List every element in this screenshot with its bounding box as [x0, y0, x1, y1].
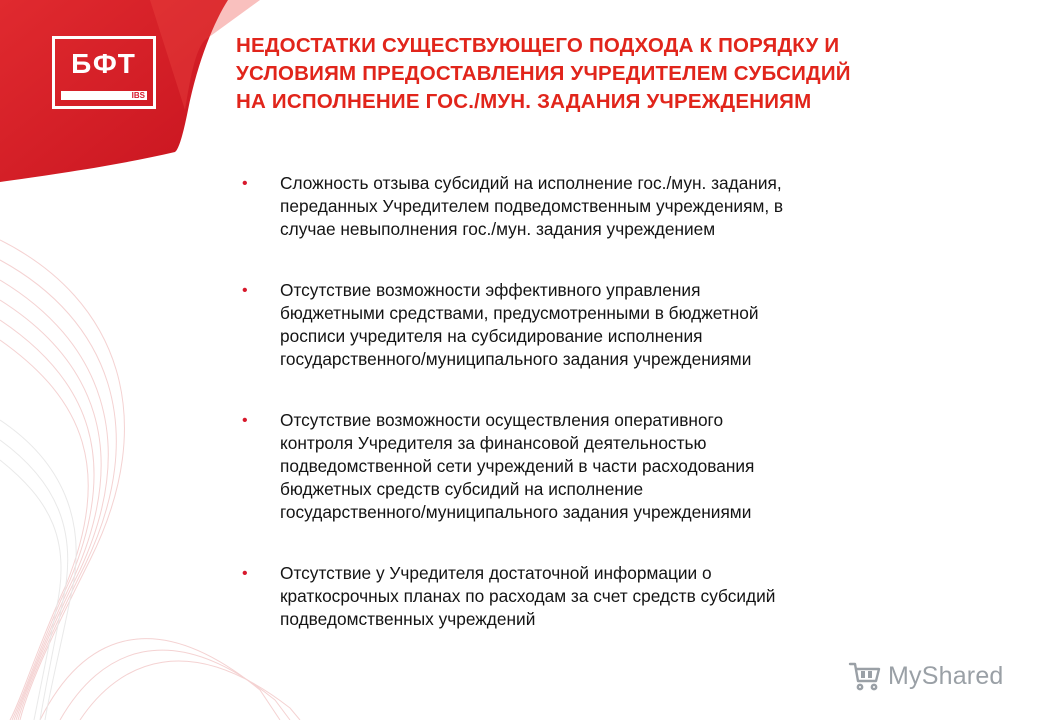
bullet-line: подведомственной сети учреждений в части расходования	[280, 456, 755, 476]
bullet-icon: •	[242, 412, 248, 429]
title-line: УСЛОВИЯМ ПРЕДОСТАВЛЕНИЯ УЧРЕДИТЕЛЕМ СУБСИДИЙ	[236, 62, 851, 85]
bullet-line: бюджетных средств субсидий на исполнение	[280, 479, 644, 499]
cart-icon	[848, 659, 882, 693]
title-line: НА ИСПОЛНЕНИЕ ГОС./МУН. ЗАДАНИЯ УЧРЕЖДЕНИЯМ	[236, 90, 812, 113]
bullet-item	[242, 172, 902, 241]
bullet-line: государственного/муниципального задания учреждениями	[280, 349, 752, 369]
bullet-item	[242, 279, 902, 371]
bullet-line: Отсутствие возможности эффективного управления	[280, 280, 701, 300]
bullet-line: контроля Учредителя за финансовой деятельностью	[280, 433, 707, 453]
bullet-line: бюджетными средствами, предусмотренными в бюджетной	[280, 303, 759, 323]
bullet-line: краткосрочных планах по расходам за счет средств субсидий	[280, 586, 776, 606]
bullet-line: случае невыполнения гос./мун. задания учреждением	[280, 219, 716, 239]
bullet-icon: •	[242, 175, 248, 192]
bullet-icon: •	[242, 565, 248, 582]
bullet-item	[242, 409, 902, 524]
bullet-line: Отсутствие возможности осуществления оперативного	[280, 410, 724, 430]
title-line: НЕДОСТАТКИ СУЩЕСТВУЮЩЕГО ПОДХОДА К ПОРЯДКУ И	[236, 34, 840, 57]
bft-logo	[52, 36, 156, 109]
logo-sub: IBS	[131, 91, 145, 100]
bullet-line: подведомственных учреждений	[280, 609, 536, 629]
bullet-line: государственного/муниципального задания учреждениями	[280, 502, 752, 522]
slide-title	[236, 32, 996, 116]
bullet-icon: •	[242, 282, 248, 299]
watermark-text: MyShared	[888, 661, 1004, 690]
bullet-item	[242, 562, 902, 631]
bullet-list	[242, 172, 902, 669]
bullet-line: росписи учредителя на субсидирование исполнения	[280, 326, 703, 346]
bullet-line: переданных Учредителем подведомственным учреждениям, в	[280, 196, 784, 216]
bullet-line: Отсутствие у Учредителя достаточной информации о	[280, 563, 712, 583]
bullet-line: Сложность отзыва субсидий на исполнение гос./мун. задания,	[280, 173, 782, 193]
myshared-watermark[interactable]	[848, 656, 1004, 696]
logo-text: БФТ	[71, 48, 137, 79]
